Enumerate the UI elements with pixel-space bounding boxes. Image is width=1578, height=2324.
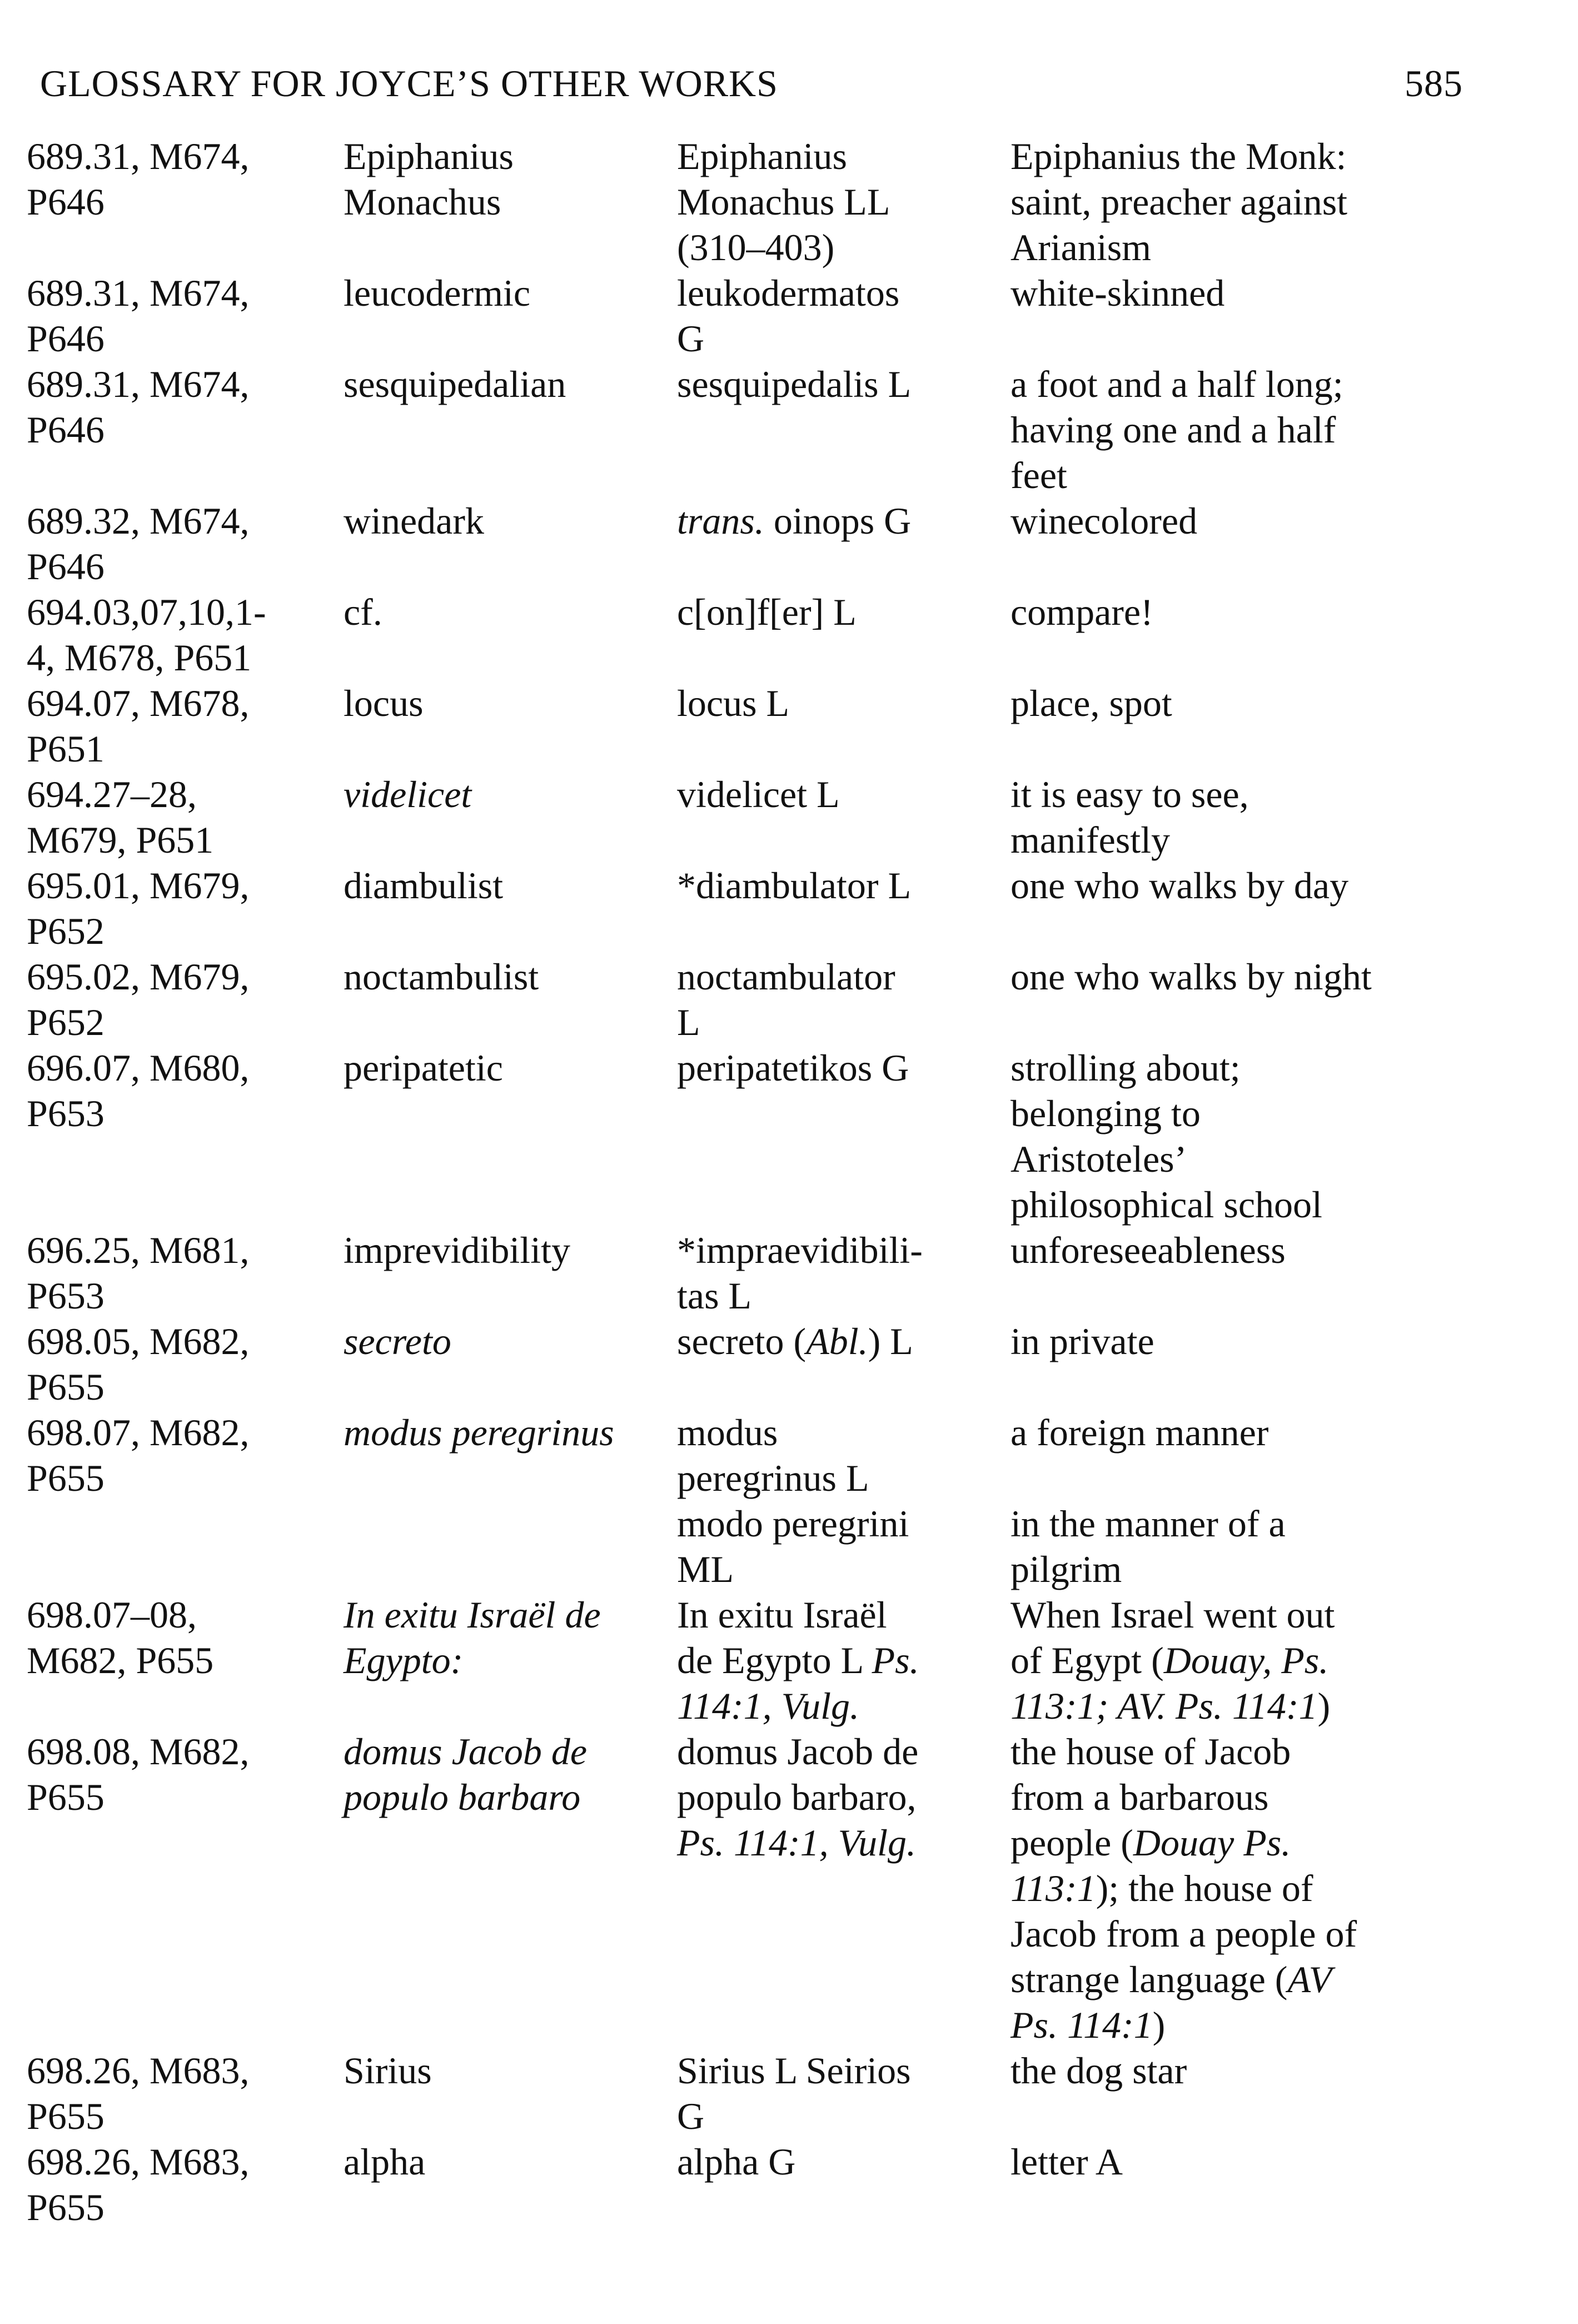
entry-meaning: winecolored [1010,500,1198,542]
glossary-entry [27,270,1472,361]
entry-word: secreto [344,1320,451,1362]
entry-meaning: in the manner of a pilgrim [1010,1502,1286,1590]
entry-reference: 689.31, M674, P646 [27,135,250,223]
entry-reference: 689.31, M674, P646 [27,363,250,451]
entry-source: peripatetikos G [677,1047,909,1089]
entry-reference: 694.07, M678, P651 [27,682,250,770]
entry-meaning: Epiphanius the Monk: saint, preacher against Arianism [1010,135,1348,268]
entry-reference: 695.02, M679, P652 [27,956,250,1043]
meaning-text: the house of Jacob from a barbarous people ( [1010,1730,1291,1864]
glossary-entry [27,1592,1472,1729]
entry-reference: 695.01, M679, P652 [27,864,250,952]
entry-word: noctambulist [344,956,539,998]
source-text: secreto ( [677,1320,807,1362]
entry-source: c[on]f[er] L [677,591,857,633]
source-italic: Ps. 114:1, Vulg. [677,1639,919,1727]
entry-source: videlicet L [677,773,840,815]
entry-source [677,1318,1010,1364]
entry-meaning: a foreign manner [1010,1411,1269,1454]
meaning-text: ) [1152,2004,1166,2046]
entry-word: diambulist [344,864,504,907]
source-italic: Abl. [806,1320,868,1362]
entry-meaning: letter A [1010,2141,1123,2183]
entry-reference: 694.27–28, M679, P651 [27,773,214,861]
glossary-entry [27,680,1472,772]
entry-word: leucodermic [344,272,531,314]
entry-source: modo peregrini ML [677,1502,909,1590]
entry-reference: 698.26, M683, P655 [27,2141,250,2228]
entry-meaning: one who walks by day [1010,864,1349,907]
source-text: ) L [868,1320,913,1362]
entry-source: alpha G [677,2141,796,2183]
meaning-italic: Douay Ps. 113:1 [1010,1822,1291,1909]
entry-reference: 696.25, M681, P653 [27,1229,250,1317]
entry-reference: 694.03,07,10,1- 4, M678, P651 [27,591,266,679]
glossary-entry [27,498,1472,589]
entry-source: leukodermatos G [677,272,900,360]
entry-word: locus [344,682,424,724]
entry-reference: 696.07, M680, P653 [27,1047,250,1134]
entry-word: cf. [344,591,382,633]
source-text: domus Jacob de populo barbaro, [677,1730,919,1818]
glossary-entry [27,1045,1472,1227]
glossary-entry [27,863,1472,954]
glossary-entry [27,133,1472,270]
entry-word: imprevidibility [344,1229,570,1271]
running-title: GLOSSARY FOR JOYCE’S OTHER WORKS [40,62,778,104]
entry-source [677,498,1010,544]
meaning-text: ) [1317,1685,1331,1727]
meaning-italic: AV Ps. 114:1 [1010,1958,1332,2046]
entry-reference: 698.05, M682, P655 [27,1320,250,1408]
entry-source: noctambulator L [677,956,895,1043]
entry-meaning: the dog star [1010,2049,1187,2092]
entry-reference: 698.07, M682, P655 [27,1411,250,1499]
glossary-entry [27,361,1472,498]
entry-word: domus Jacob de populo barbaro [344,1730,588,1818]
glossary-entry [27,1227,1472,1318]
source-italic: trans. [677,500,764,542]
entry-meaning [1010,1729,1455,2048]
entry-meaning: one who walks by night [1010,956,1372,998]
entry-meaning [1010,1592,1455,1729]
entry-source: *impraevidibili- tas L [677,1229,923,1317]
glossary-entry [27,772,1472,863]
entry-reference: 698.07–08, M682, P655 [27,1594,214,1681]
source-text: In exitu Israël de Egypto L [677,1594,887,1681]
glossary-entry [27,1410,1472,1501]
entry-meaning: place, spot [1010,682,1172,724]
entry-meaning: a foot and a half long; having one and a half feet [1010,363,1343,496]
entry-source [677,1729,1010,1865]
entry-meaning: compare! [1010,591,1153,633]
source-text: oinops G [764,500,912,542]
entry-source: modus peregrinus L [677,1411,869,1499]
meaning-text: When Israel went out of Egypt ( [1010,1594,1335,1681]
entry-meaning: unforeseeableness [1010,1229,1286,1271]
entry-source: locus L [677,682,790,724]
glossary-entry [27,1501,1472,1592]
entry-source: Sirius L Seirios G [677,2049,911,2137]
entry-word: videlicet [344,773,472,815]
entry-meaning: it is easy to see, manifestly [1010,773,1249,861]
source-italic: Ps. 114:1, Vulg. [677,1822,916,1864]
entry-word: Sirius [344,2049,432,2092]
entry-source: sesquipedalis L [677,363,912,405]
entry-reference: 689.31, M674, P646 [27,272,250,360]
entry-meaning: white-skinned [1010,272,1225,314]
glossary-entry [27,589,1472,680]
entry-source: Epiphanius Monachus LL (310–403) [677,135,890,268]
meaning-text: ); the house of Jacob from a people of strange language ( [1010,1867,1357,2000]
entry-word: In exitu Israël de Egypto: [344,1594,601,1681]
glossary-table [27,133,1472,2230]
entry-word: Epiphanius Monachus [344,135,514,223]
entry-word: winedark [344,500,485,542]
entry-word: modus peregrinus [344,1411,614,1454]
entry-meaning: strolling about; belonging to Aristoteles’ philosophical school [1010,1047,1322,1226]
entry-reference: 698.08, M682, P655 [27,1730,250,1818]
page-number: 585 [1405,62,1463,104]
glossary-entry [27,2139,1472,2230]
page-header [40,56,1463,111]
entry-source: *diambulator L [677,864,912,907]
entry-source [677,1592,1010,1729]
entry-reference: 698.26, M683, P655 [27,2049,250,2137]
entry-reference: 689.32, M674, P646 [27,500,250,588]
glossary-entry [27,2048,1472,2139]
entry-word: peripatetic [344,1047,503,1089]
entry-meaning: in private [1010,1320,1154,1362]
entry-word: alpha [344,2141,426,2183]
glossary-entry [27,954,1472,1045]
glossary-entry [27,1729,1472,2048]
glossary-entry [27,1318,1472,1410]
meaning-italic: Douay, Ps. 113:1; AV. Ps. 114:1 [1010,1639,1329,1727]
entry-word: sesquipedalian [344,363,566,405]
